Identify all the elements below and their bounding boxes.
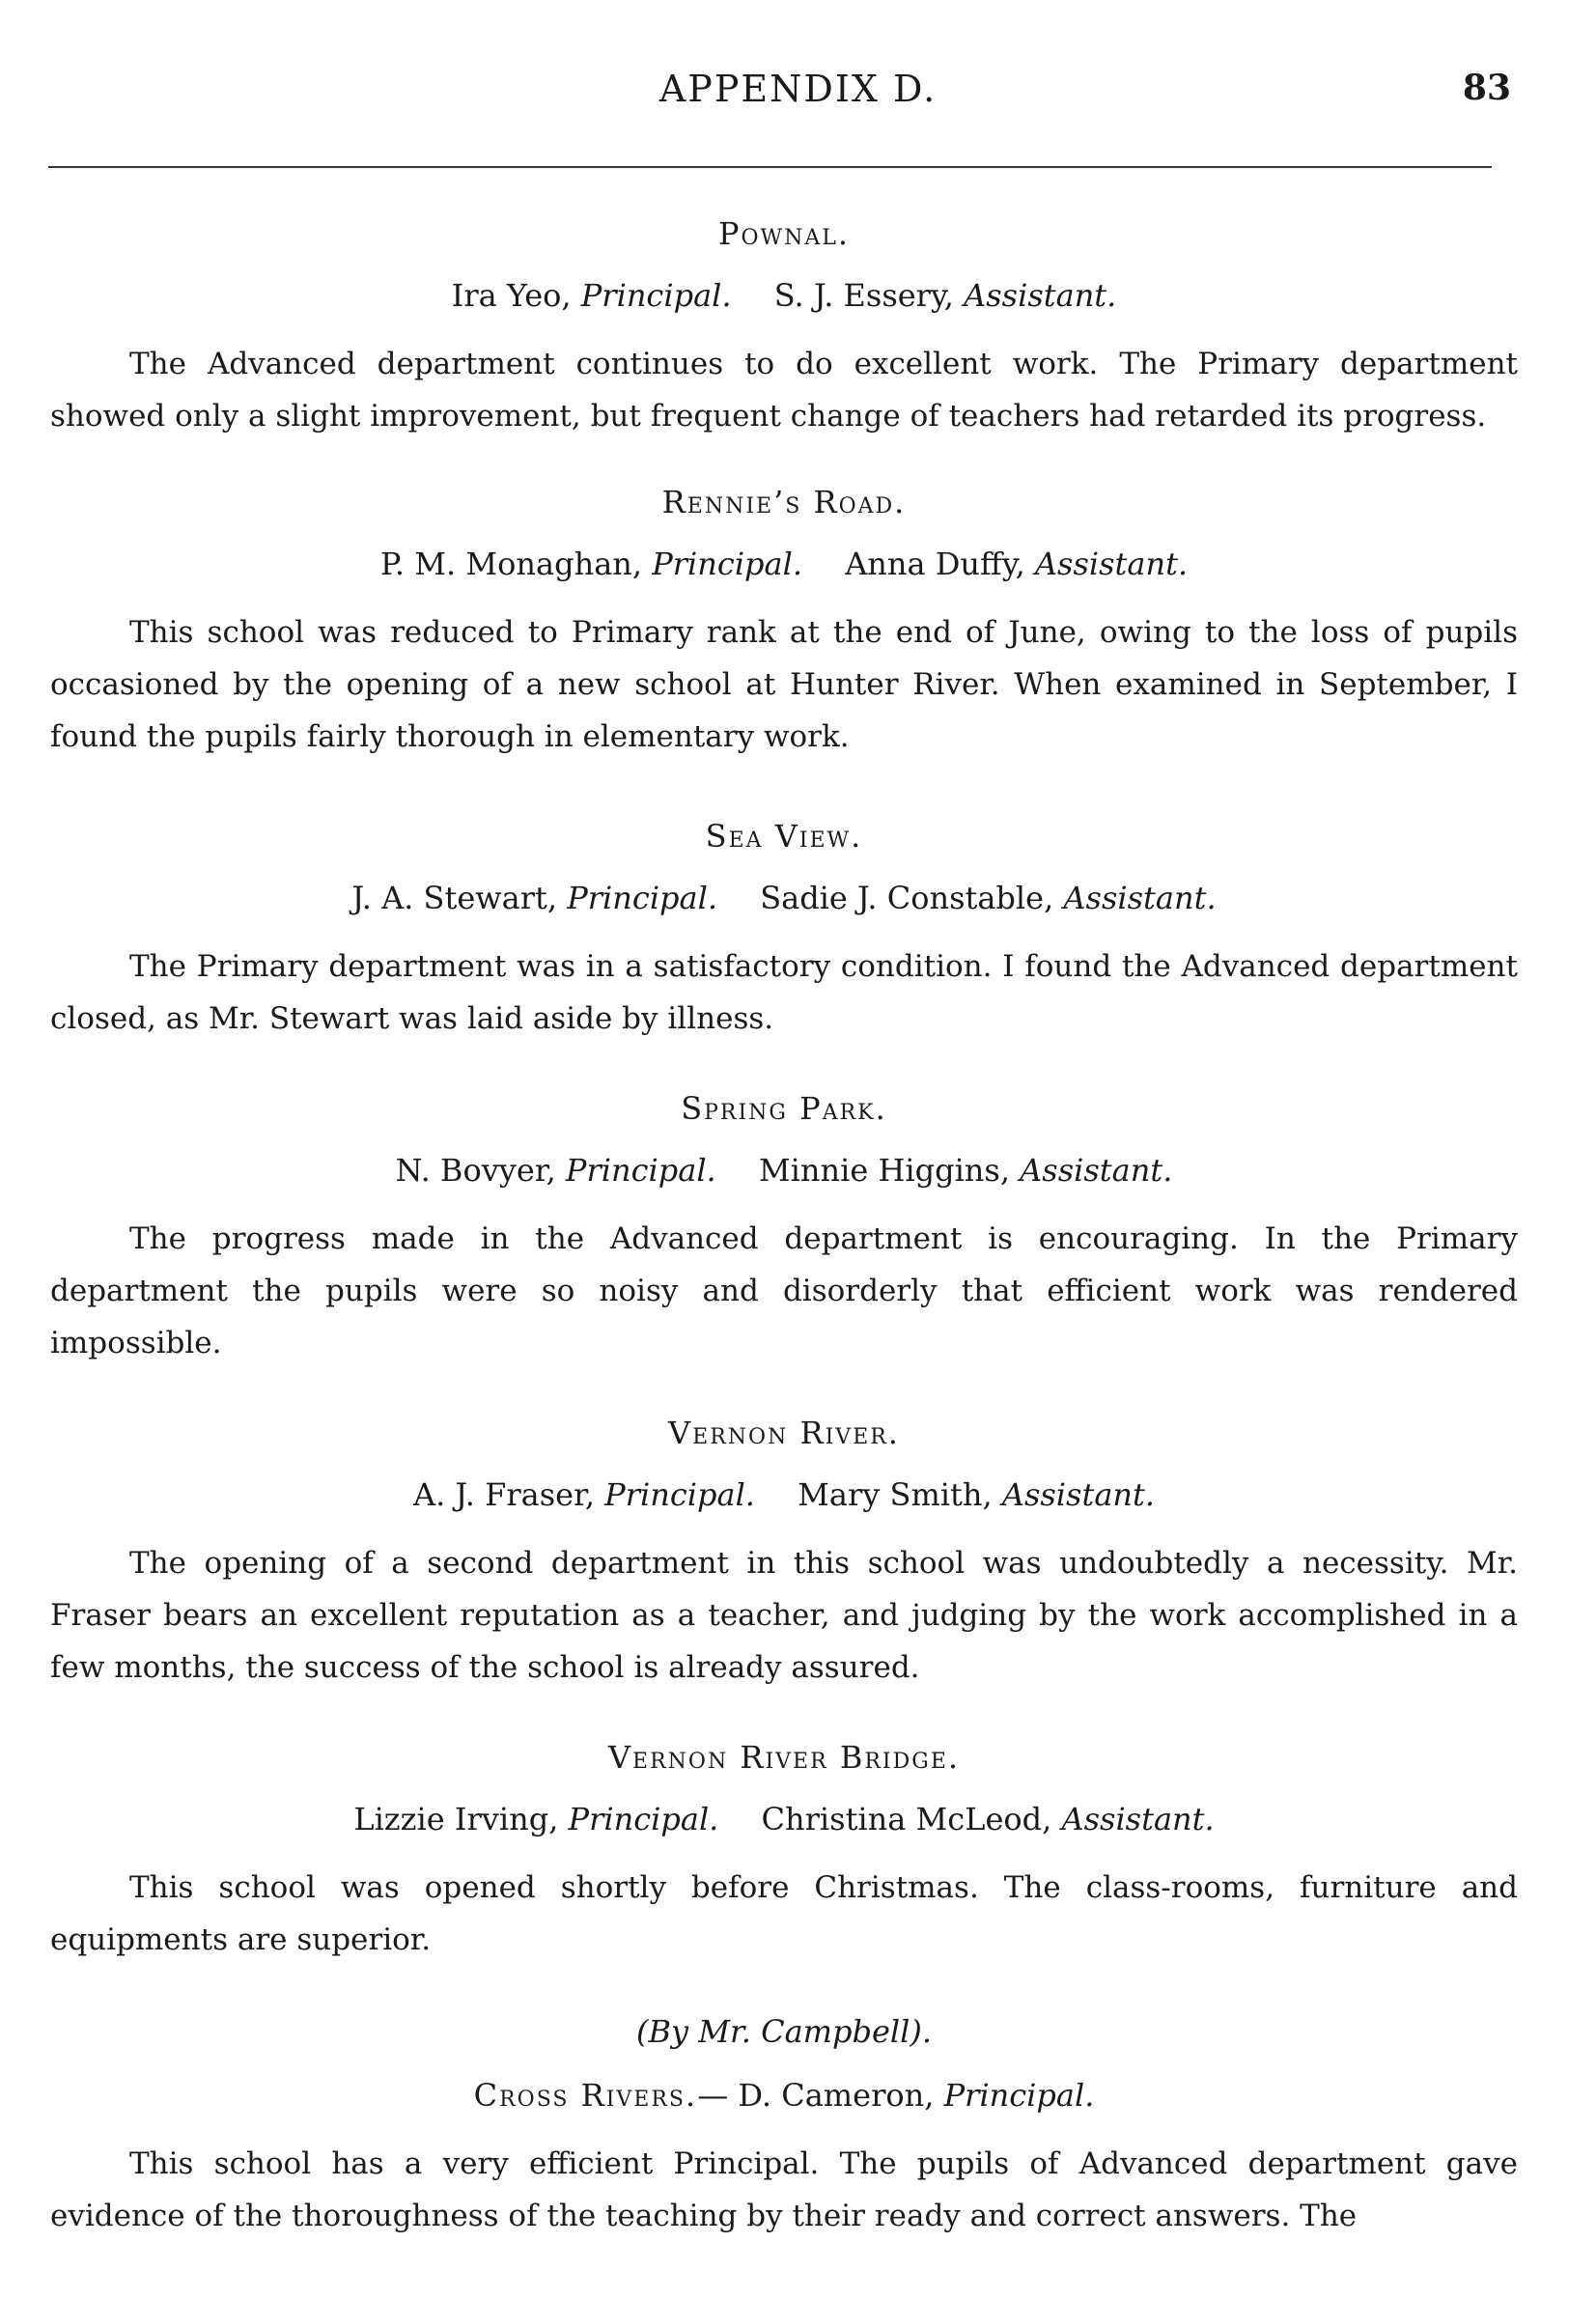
campbell-section: [50, 2010, 1518, 2242]
school-report-paragraph: This school was reduced to Primary rank at the end of June, owing to the loss of pupils occasioned by the opening of a new school at Hunter River. When examined in September, I found the pupils fairly thorough in elementary work.: [50, 615, 1518, 754]
principal-name: — D. Cameron,: [697, 2077, 935, 2114]
assistant-role: Assistant.: [1061, 1801, 1215, 1837]
assistant-role: Assistant.: [964, 277, 1117, 314]
principal-role: Principal.: [604, 1476, 755, 1513]
inspector-byline: (By Mr. Campbell).: [635, 2013, 933, 2050]
staff-line: [50, 877, 1518, 919]
assistant-name: S. J. Essery,: [773, 277, 954, 314]
assistant-name: Sadie J. Constable,: [760, 880, 1054, 916]
page-header: [0, 68, 1596, 126]
school-heading: Spring Park.: [681, 1090, 887, 1127]
assistant-role: Assistant.: [1020, 1152, 1173, 1189]
school-heading: Rennie’s Road.: [661, 484, 907, 520]
assistant-role: Assistant.: [1063, 880, 1217, 916]
school-report-paragraph: This school was opened shortly before Christmas. The class-rooms, furniture and equipments are superior.: [50, 1870, 1518, 1957]
principal-role: Principal.: [580, 277, 732, 314]
principal-name: P. M. Monaghan,: [379, 546, 643, 582]
principal-name: N. Bovyer,: [395, 1152, 556, 1189]
running-title: APPENDIX D.: [658, 68, 938, 110]
principal-role: Principal.: [652, 546, 803, 582]
principal-role: Principal.: [568, 1801, 719, 1837]
school-report-paragraph: The Advanced department continues to do excellent work. The Primary department showed only a slight improvement, but frequent change of teachers had retarded its progress.: [50, 347, 1518, 434]
assistant-name: Christina McLeod,: [761, 1801, 1052, 1837]
principal-role: Principal.: [567, 880, 718, 916]
assistant-role: Assistant.: [1034, 546, 1189, 582]
cross-rivers-heading: [50, 2074, 1518, 2117]
principal-name: Lizzie Irving,: [353, 1801, 559, 1837]
school-section-spring-park: [50, 1089, 1518, 1369]
school-heading: Cross Rivers.: [473, 2077, 698, 2114]
staff-line: [50, 274, 1518, 317]
school-section-pownal: [50, 214, 1518, 442]
staff-line: [50, 543, 1518, 585]
school-section-vernon-river-bridge: [50, 1738, 1518, 1966]
page-body: [50, 214, 1518, 2242]
staff-line: [50, 1798, 1518, 1840]
school-section-vernon-river: [50, 1414, 1518, 1694]
staff-line: [50, 1473, 1518, 1516]
assistant-name: Minnie Higgins,: [758, 1152, 1010, 1189]
page-number: 83: [1462, 68, 1511, 108]
assistant-name: Mary Smith,: [798, 1476, 993, 1513]
principal-name: Ira Yeo,: [451, 277, 572, 314]
assistant-role: Assistant.: [1001, 1476, 1156, 1513]
school-report-paragraph: The progress made in the Advanced department is encouraging. In the Primary department the pupils were so noisy and disorderly that efficient work was rendered impossible.: [50, 1221, 1518, 1360]
principal-role: Principal.: [943, 2077, 1095, 2114]
school-heading: Vernon River Bridge.: [607, 1739, 961, 1776]
school-heading: Vernon River.: [668, 1415, 900, 1451]
principal-role: Principal.: [565, 1152, 716, 1189]
principal-name: A. J. Fraser,: [412, 1476, 595, 1513]
school-heading: Sea View.: [705, 818, 863, 855]
school-report-paragraph: The Primary department was in a satisfactory condition. I found the Advanced department closed, as Mr. Stewart was laid aside by illness.: [50, 949, 1518, 1036]
school-section-rennies-road: [50, 483, 1518, 763]
school-report-paragraph: This school has a very efficient Principal. The pupils of Advanced department gave evidence of the thoroughness of the teaching by their ready and correct answers. The: [50, 2146, 1518, 2233]
school-report-paragraph: The opening of a second department in this school was undoubtedly a necessity. Mr. Fraser bears an excellent reputation as a teacher, and judging by the work accomplished in a few months, the success of the school is already assured.: [50, 1546, 1518, 1685]
school-section-sea-view: [50, 817, 1518, 1045]
principal-name: J. A. Stewart,: [351, 880, 558, 916]
staff-line: [50, 1149, 1518, 1192]
assistant-name: Anna Duffy,: [845, 546, 1025, 582]
school-heading: Pownal.: [717, 215, 851, 252]
header-rule: [48, 166, 1492, 168]
